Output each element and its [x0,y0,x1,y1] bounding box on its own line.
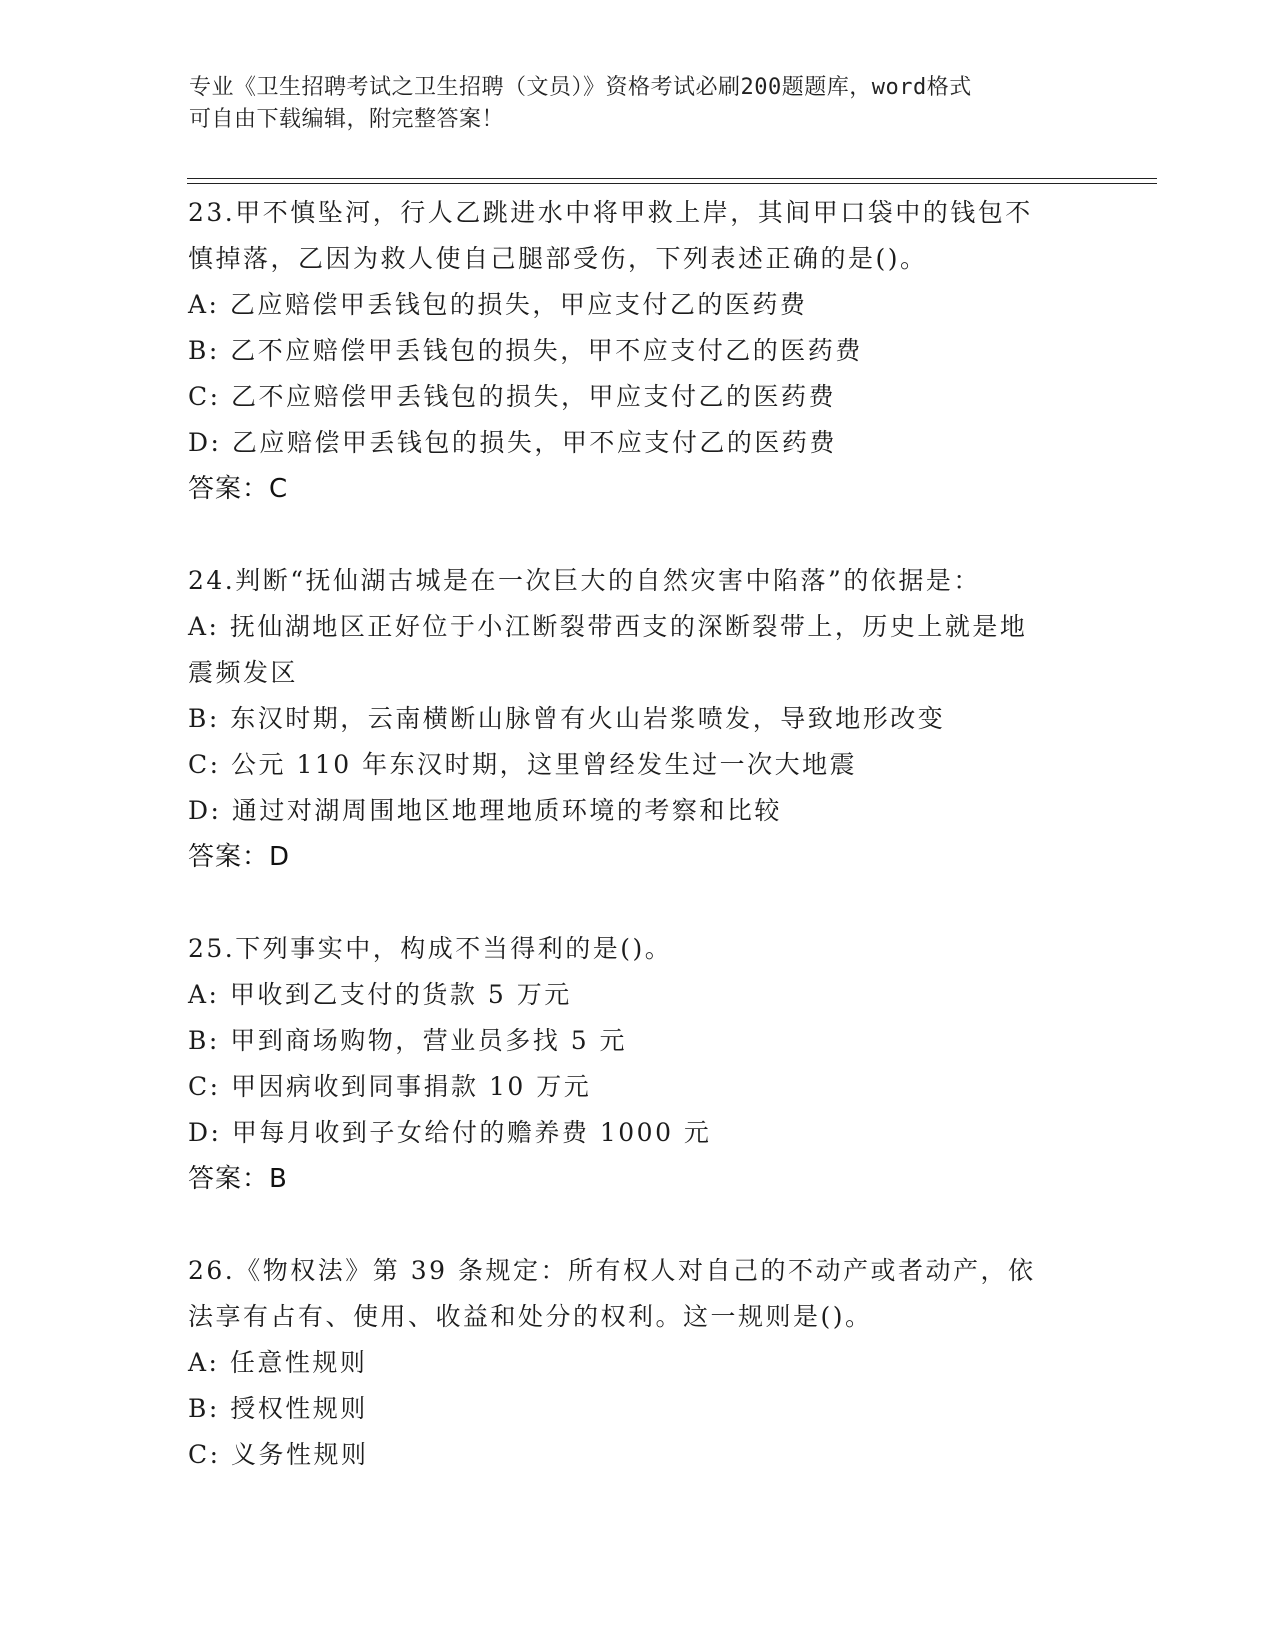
header-line-2: 可自由下载编辑，附完整答案！ [189,107,505,132]
option-line: A: 乙应赔偿甲丢钱包的损失，甲应支付乙的医药费 [188,290,808,319]
option-line: C: 甲因病收到同事捐款 10 万元 [188,1072,592,1101]
option-line: A: 任意性规则 [188,1348,368,1377]
option-line: D: 甲每月收到子女给付的赡养费 1000 元 [188,1118,712,1147]
option-line: B: 乙不应赔偿甲丢钱包的损失，甲不应支付乙的医药费 [188,336,863,365]
question-stem-line: 24.判断“抚仙湖古城是在一次巨大的自然灾害中陷落”的依据是： [188,566,981,595]
header-divider-bottom [187,183,1157,184]
option-line: B: 东汉时期，云南横断山脉曾有火山岩浆喷发，导致地形改变 [188,704,946,733]
question-stem-line: 法享有占有、使用、收益和处分的权利。这一规则是()。 [188,1302,873,1331]
option-line: A: 甲收到乙支付的货款 5 万元 [188,980,572,1009]
option-line: B: 授权性规则 [188,1394,368,1423]
option-line: D: 乙应赔偿甲丢钱包的损失，甲不应支付乙的医药费 [188,428,837,457]
question-list [188,190,1088,1524]
question-stem-line: 26.《物权法》第 39 条规定：所有权人对自己的不动产或者动产，依 [188,1256,1036,1285]
option-line: C: 义务性规则 [188,1440,369,1469]
option-line: C: 乙不应赔偿甲丢钱包的损失，甲应支付乙的医药费 [188,382,837,411]
question-block [188,1248,1088,1478]
option-line: 震频发区 [188,658,299,687]
question-block [188,926,1088,1202]
answer-line: 答案：C [188,474,289,504]
header-line-1: 专业《卫生招聘考试之卫生招聘（文员）》资格考试必刷200题题库，word格式 [189,75,972,100]
question-stem-line: 慎掉落，乙因为救人使自己腿部受伤，下列表述正确的是()。 [188,244,928,273]
question-block [188,558,1088,880]
option-line: D: 通过对湖周围地区地理地质环境的考察和比较 [188,796,782,825]
option-line: C: 公元 110 年东汉时期，这里曾经发生过一次大地震 [188,750,858,779]
option-line: B: 甲到商场购物，营业员多找 5 元 [188,1026,628,1055]
question-block [188,190,1088,512]
answer-line: 答案：D [188,842,291,872]
document-header [189,72,1089,136]
option-line: A: 抚仙湖地区正好位于小江断裂带西支的深断裂带上，历史上就是地 [188,612,1028,641]
question-stem-line: 25.下列事实中，构成不当得利的是()。 [188,934,673,963]
answer-line: 答案：B [188,1164,288,1194]
header-divider-top [187,178,1157,179]
question-stem-line: 23.甲不慎坠河，行人乙跳进水中将甲救上岸，其间甲口袋中的钱包不 [188,198,1033,227]
